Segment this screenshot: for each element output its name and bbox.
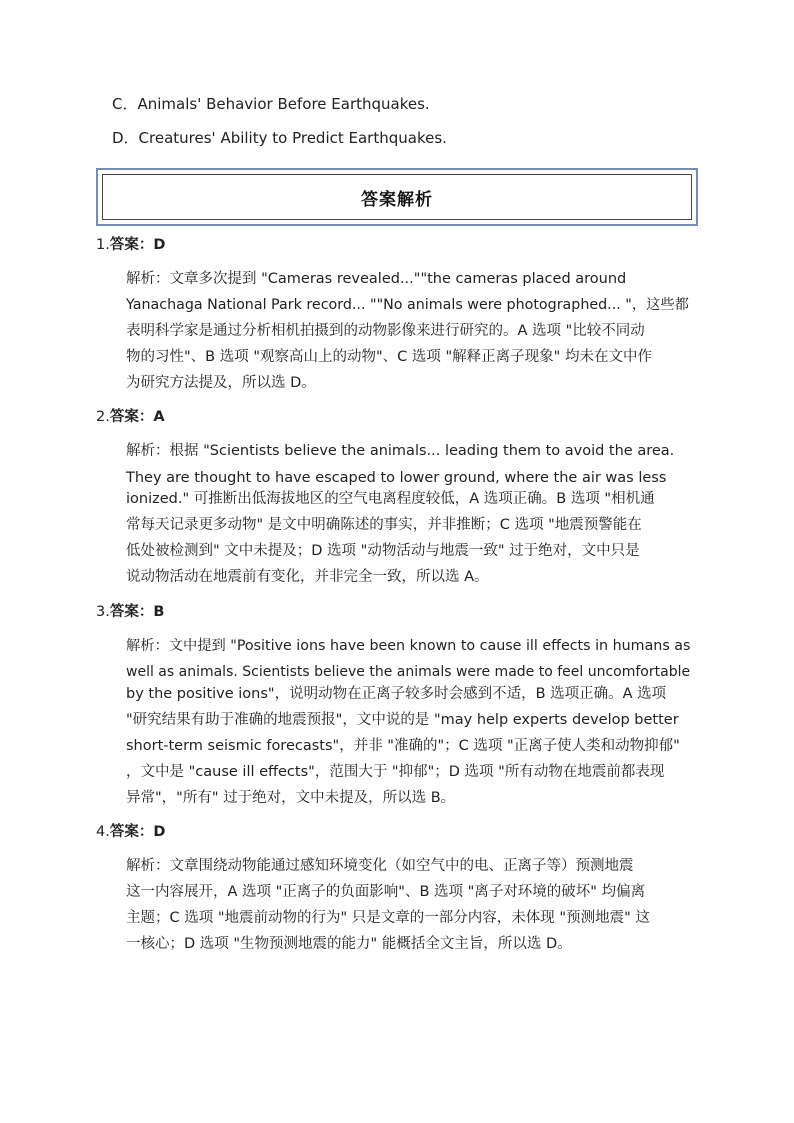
option-d: D．Creatures' Ability to Predict Earthquakes. <box>112 129 447 147</box>
answer-value: B <box>153 604 165 620</box>
answer-label: 答案： <box>109 604 154 620</box>
section-title-box <box>96 168 698 226</box>
explanation-line: 解析：文章多次提到 "Cameras revealed...""the cameras placed around <box>126 271 627 287</box>
answer-heading-1 <box>96 235 165 255</box>
answer-label: 答案： <box>109 237 154 253</box>
explanation-line: 表明科学家是通过分析相机拍摄到的动物影像来进行研究的。A 选项 "比较不同动 <box>126 323 645 339</box>
answer-label: 答案： <box>109 409 154 425</box>
answer-heading-3 <box>96 602 164 622</box>
explanation-line: 解析：根据 "Scientists believe the animals... leading them to avoid the area. <box>126 443 675 459</box>
explanation-line: ionized." 可推断出低海拔地区的空气电离程度较低，A 选项正确。B 选项 "相机通 <box>126 491 655 507</box>
explanation-line: 异常"，"所有" 过于绝对，文中未提及，所以选 B。 <box>126 790 456 806</box>
answer-label: 答案： <box>109 824 154 840</box>
answer-number: 1. <box>96 237 110 253</box>
explanation-line: 这一内容展开，A 选项 "正离子的负面影响"、B 选项 "离子对环境的破坏" 均偏离 <box>126 884 646 900</box>
answer-value: D <box>153 824 166 840</box>
answer-number: 2. <box>96 409 110 425</box>
answer-heading-4 <box>96 822 165 842</box>
explanation-line: 低处被检测到" 文中未提及；D 选项 "动物活动与地震一致" 过于绝对，文中只是 <box>126 543 640 559</box>
explanation-line: 物的习性"、B 选项 "观察高山上的动物"、C 选项 "解释正离子现象" 均未在文中作 <box>126 349 652 365</box>
answer-number: 4. <box>96 824 110 840</box>
explanation-line: 为研究方法提及，所以选 D。 <box>126 375 316 391</box>
section-title: 答案解析 <box>361 189 433 210</box>
option-c: C．Animals' Behavior Before Earthquakes. <box>112 95 430 113</box>
explanation-line: Yanachaga National Park record... ""No animals were photographed... "，这些都 <box>126 297 689 313</box>
explanation-line: 主题；C 选项 "地震前动物的行为" 只是文章的一部分内容，未体现 "预测地震" 这 <box>126 910 650 926</box>
explanation-line: 解析：文中提到 "Positive ions have been known to cause ill effects in humans as <box>126 638 691 654</box>
explanation-line: 常每天记录更多动物" 是文中明确陈述的事实，并非推断；C 选项 "地震预警能在 <box>126 517 642 533</box>
answer-value: D <box>153 237 166 253</box>
explanation-line: by the positive ions"，说明动物在正离子较多时会感到不适，B 选项正确。A 选项 <box>126 686 667 702</box>
explanation-line: They are thought to have escaped to lower ground, where the air was less <box>126 470 667 486</box>
answer-number: 3. <box>96 604 110 620</box>
explanation-line: well as animals. Scientists believe the animals were made to feel uncomfortable <box>126 664 691 680</box>
explanation-line: "研究结果有助于准确的地震预报"，文中说的是 "may help experts develop better <box>126 712 679 728</box>
section-title-inner-border <box>102 174 692 220</box>
answer-heading-2 <box>96 407 165 427</box>
explanation-line: 说动物活动在地震前有变化，并非完全一致，所以选 A。 <box>126 569 489 585</box>
explanation-line: 解析：文章围绕动物能通过感知环境变化（如空气中的电、正离子等）预测地震 <box>126 858 634 874</box>
explanation-line: 一核心；D 选项 "生物预测地震的能力" 能概括全文主旨，所以选 D。 <box>126 936 572 952</box>
explanation-line: short-term seismic forecasts"，并非 "准确的"；C 选项 "正离子使人类和动物抑郁" <box>126 738 680 754</box>
answer-value: A <box>153 409 165 425</box>
explanation-line: ，文中是 "cause ill effects"，范围大于 "抑郁"；D 选项 "所有动物在地震前都表现 <box>126 764 665 780</box>
